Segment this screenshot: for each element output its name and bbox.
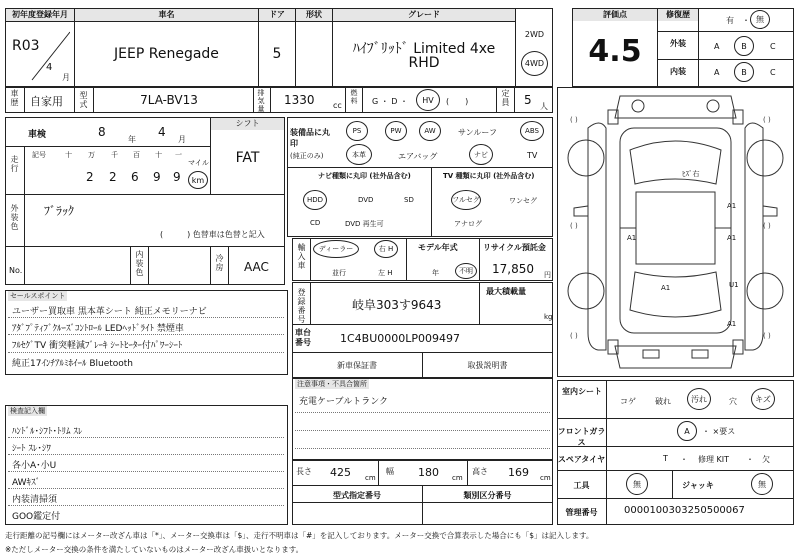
inspector-line-4: AWｷｽﾞ xyxy=(12,478,41,488)
nav-dvd-play: DVD 再生可 xyxy=(345,220,384,228)
model-label: 型式 xyxy=(79,91,88,109)
spare-label: スペアタイヤ xyxy=(557,455,606,464)
mark-a1-4: A1 xyxy=(661,284,671,292)
exterior-grade-c: C xyxy=(770,42,776,51)
max-load-kg: kg xyxy=(544,313,553,321)
recycle-label: リサイクル預託金 xyxy=(483,243,546,252)
notes-label: 注意事項・不具合箇所 xyxy=(297,380,367,388)
equip-ps: PS xyxy=(346,121,368,141)
tv-fullseg: フルセグ xyxy=(451,190,481,210)
cc-unit: cc xyxy=(333,101,342,110)
length: 425 xyxy=(330,466,351,479)
sales-label: セールスポイント xyxy=(10,292,66,300)
interior-seat-label: 室内シート xyxy=(562,387,602,396)
fuel-selected: HV xyxy=(416,89,440,111)
interior-eval-label: 内装 xyxy=(670,67,686,76)
warranty-label: 新車保証書 xyxy=(337,361,377,370)
glass-replace: ・ ×要ス xyxy=(702,427,736,436)
svg-text:( ): ( ) xyxy=(763,332,771,340)
mark-a1-1: A1 xyxy=(727,202,737,210)
seat-yabure: 破れ xyxy=(655,397,671,406)
seat-koge: コゲ xyxy=(620,397,636,406)
mark-a1-3: A1 xyxy=(727,234,737,242)
interior-label: 内装色 xyxy=(135,250,144,277)
mark-hizu-right: ﾋｽﾞ右 xyxy=(682,170,700,178)
grade-line2: RHD xyxy=(408,55,440,71)
shift: FAT xyxy=(235,150,260,166)
svg-text:( ): ( ) xyxy=(570,222,578,230)
glass-label: フロントガラス xyxy=(557,427,606,447)
tv-header: TV 種類に丸印 (社外品含む) xyxy=(443,172,535,180)
jack-none: 無 xyxy=(751,473,773,495)
digit-label-6: 一 xyxy=(175,151,182,159)
footer-line-2: ※ただしメーター交換の条件を満たしていないものはメーター改ざん車扱いとなります。 xyxy=(5,545,304,554)
max-load-label: 最大積載量 xyxy=(486,287,526,296)
model-year-unit: 年 xyxy=(432,269,439,277)
reg-label: 登録番号 xyxy=(297,288,306,324)
notes-text: 充電ケーブルトランク xyxy=(299,397,389,407)
shape-label: 形状 xyxy=(296,9,332,21)
nav-sd: SD xyxy=(404,196,414,204)
digit-label-3: 千 xyxy=(111,151,118,159)
equip-aw: AW xyxy=(419,121,441,141)
width-label: 幅 xyxy=(386,467,394,476)
fuel-label: 燃料 xyxy=(350,89,358,105)
km-circle: km xyxy=(188,171,208,189)
no-label: No. xyxy=(9,266,23,275)
equipment-label: 装備品に丸印 xyxy=(290,128,330,148)
length-label: 長さ xyxy=(296,467,312,476)
inspector-line-1: ﾊﾝﾄﾞﾙ･ｼﾌﾄ･ﾄﾘﾑ ｽﾚ xyxy=(12,427,83,437)
height-cm: cm xyxy=(540,474,551,482)
color-label: 外装色 xyxy=(10,204,19,231)
sales-line-1: ユーザー買取車 黒本革シート 純正メモリーナビ xyxy=(12,307,207,317)
fuel-options: G ・ D ・ xyxy=(372,97,408,106)
recycle-yen: 円 xyxy=(544,271,551,279)
equip-sunroof: サンルーフ xyxy=(458,128,497,137)
inspector-line-3: 各小A･小U xyxy=(12,461,57,471)
interior-grade-a: A xyxy=(714,68,720,77)
height-label: 高さ xyxy=(472,467,488,476)
mark-u1: U1 xyxy=(729,281,739,289)
exterior-color: ﾌﾞﾗｯｸ xyxy=(44,204,75,218)
model-year-label: モデル年式 xyxy=(418,243,458,252)
equip-airbag: エアバッグ xyxy=(398,152,438,161)
seat-ana: 穴 xyxy=(729,397,737,406)
sales-line-2: ｱﾀﾞﾌﾟﾃｨﾌﾞｸﾙｰｽﾞｺﾝﾄﾛｰﾙ LEDﾍｯﾄﾞﾗｲﾄ 禁煙車 xyxy=(12,324,184,334)
model-year-unknown: 不明 xyxy=(455,263,477,279)
odometer-label: 記号 xyxy=(32,151,46,159)
fuel-other: ( ) xyxy=(446,97,469,106)
tools-label: 工具 xyxy=(573,481,590,490)
mgmt-number: 0000100303250500067 xyxy=(624,505,745,516)
sales-line-3: ﾌﾙｾｸﾞTV 衝突軽減ﾌﾞﾚｰｷ ｼｰﾄﾋｰﾀｰ付ﾊﾟﾜｰｼｰﾄ xyxy=(12,341,183,351)
mark-a1-5: A1 xyxy=(727,320,737,328)
digit-6: 9 xyxy=(173,170,181,184)
svg-text:( ): ( ) xyxy=(763,222,771,230)
nav-dvd: DVD xyxy=(358,196,374,204)
tv-oneseg: ワンセグ xyxy=(509,197,537,205)
footer-line-1: 走行距離の記号欄にはメーター改ざん車は「*」、メーター交換車は「$」、走行不明車は「#」を記入しております。メーター交換で合算表示した場合にも「$」は記入します。 xyxy=(5,531,594,540)
digit-label-4: 百 xyxy=(133,151,140,159)
width-cm: cm xyxy=(452,474,463,482)
shaken-month: 4 xyxy=(158,125,166,139)
first-reg-year: R03 xyxy=(12,38,40,54)
door-label: ドア xyxy=(259,9,295,21)
mileage-label: 走行 xyxy=(10,155,19,173)
svg-text:( ): ( ) xyxy=(763,116,771,124)
first-reg-label: 初年度登録年月 xyxy=(6,9,74,21)
exterior-grade-a: A xyxy=(714,42,720,51)
import-dealer: ディーラー xyxy=(313,240,359,258)
seat-kizu: キズ xyxy=(751,388,775,410)
exterior-label: 外装 xyxy=(670,39,686,48)
nav-cd: CD xyxy=(310,219,321,227)
nav-header: ナビ種類に丸印 (社外品含む) xyxy=(318,172,411,180)
spare-t: T xyxy=(663,454,668,463)
spare-sep2: ・ xyxy=(746,455,754,464)
first-reg-month: 4 xyxy=(46,62,53,73)
jack-label: ジャッキ xyxy=(682,481,714,490)
capacity-label: 定員 xyxy=(501,89,510,107)
equip-tv: TV xyxy=(527,151,538,160)
digit-label-5: 十 xyxy=(155,151,162,159)
sales-line-4: 純正17ｲﾝﾁｱﾙﾐﾎｲｰﾙ Bluetooth xyxy=(12,359,134,369)
width: 180 xyxy=(418,466,439,479)
displacement: 1330 xyxy=(284,93,315,107)
displacement-label: 排気量 xyxy=(257,89,265,113)
mile-label: マイル xyxy=(188,159,209,167)
model-code: 7LA-BV13 xyxy=(140,93,198,107)
tv-analog: アナログ xyxy=(454,220,482,228)
equip-leather: 本革 xyxy=(346,144,372,165)
capacity: 5 xyxy=(524,93,532,107)
spare-none: 欠 xyxy=(762,455,770,464)
interior-grade-c: C xyxy=(770,68,776,77)
equip-navi: ナビ xyxy=(469,144,493,165)
shaken-label: 車検 xyxy=(28,130,47,140)
import-parallel: 並行 xyxy=(332,269,346,277)
usage-label: 車歴 xyxy=(10,89,19,107)
mark-a1-2: A1 xyxy=(627,234,637,242)
svg-text:( ): ( ) xyxy=(570,116,578,124)
drive-2wd: 2WD xyxy=(524,30,545,39)
tools-none: 無 xyxy=(626,473,648,495)
repair-label: 修復歴 xyxy=(658,9,698,21)
import-right-hand: 右 H xyxy=(374,240,398,258)
drive-4wd: 4WD xyxy=(521,51,548,76)
doors: 5 xyxy=(272,46,282,62)
color-change: ( ) 色替車は色替と記入 xyxy=(160,230,265,239)
type-number-box xyxy=(292,503,553,525)
car-diagram xyxy=(558,88,793,376)
nav-hdd: HDD xyxy=(303,190,327,210)
interior-grade-b: B xyxy=(734,62,754,82)
import-label: 輸入車 xyxy=(297,243,306,270)
month-unit-2: 月 xyxy=(178,135,186,144)
digit-2: 2 xyxy=(86,170,94,184)
ac: AAC xyxy=(244,260,269,274)
equip-abs: ABS xyxy=(520,121,544,141)
chassis-number: 1C4BU0000LP009497 xyxy=(340,332,461,345)
reg-number: 岐阜303す9643 xyxy=(352,298,442,312)
height: 169 xyxy=(508,466,529,479)
usage: 自家用 xyxy=(30,95,63,108)
spare-sep1: ・ xyxy=(680,455,688,464)
mgmt-label: 管理番号 xyxy=(565,508,598,517)
digit-3: 2 xyxy=(109,170,117,184)
inspector-line-6: GOO鑑定付 xyxy=(12,512,61,522)
spare-kit: 修理 KIT xyxy=(698,455,730,464)
equipment-sub: (純正のみ) xyxy=(290,152,324,160)
inspection-block xyxy=(5,117,285,285)
repair-sep: ・ xyxy=(742,16,750,25)
digit-label-2: 万 xyxy=(88,151,95,159)
seat-yogore: 汚れ xyxy=(687,388,711,410)
svg-text:( ): ( ) xyxy=(570,332,578,340)
inspector-line-5: 内装清掃須 xyxy=(12,495,58,505)
shaken-year: 8 xyxy=(98,125,106,139)
repair-none: 無 xyxy=(750,10,770,29)
grade-line1: ﾊｲﾌﾞﾘｯﾄﾞ Limited 4xe xyxy=(352,41,496,57)
glass-ok: A xyxy=(677,421,697,441)
import-left-hand: 左 H xyxy=(378,269,393,277)
inspector-label: 検査記入欄 xyxy=(10,407,45,415)
score-label: 評価点 xyxy=(573,9,657,21)
repair-yes: 有 xyxy=(726,16,734,25)
month-unit: 月 xyxy=(62,73,70,82)
digit-4: 6 xyxy=(131,170,139,184)
car-name: JEEP Renegade xyxy=(114,46,219,62)
shift-label: シフト xyxy=(211,118,284,130)
category-label: 類別区分番号 xyxy=(463,491,512,500)
car-name-label: 車名 xyxy=(75,9,258,21)
equip-pw: PW xyxy=(385,121,407,141)
grade-label: グレード xyxy=(333,9,515,21)
year-unit: 年 xyxy=(128,135,136,144)
chassis-label: 車台番号 xyxy=(295,328,311,347)
digit-label-1: 十 xyxy=(65,151,72,159)
length-cm: cm xyxy=(365,474,376,482)
score: 4.5 xyxy=(588,34,642,69)
ac-label: 冷房 xyxy=(215,254,224,272)
exterior-grade-b: B xyxy=(734,36,754,56)
capacity-unit: 人 xyxy=(540,102,548,111)
type-designation-label: 型式指定番号 xyxy=(333,491,381,500)
digit-5: 9 xyxy=(153,170,161,184)
inspector-line-2: ｼｰﾄ ｽﾚ･ｼﾜ xyxy=(12,444,51,454)
recycle-amount: 17,850 xyxy=(492,262,534,276)
manual-label: 取扱説明書 xyxy=(467,361,508,370)
